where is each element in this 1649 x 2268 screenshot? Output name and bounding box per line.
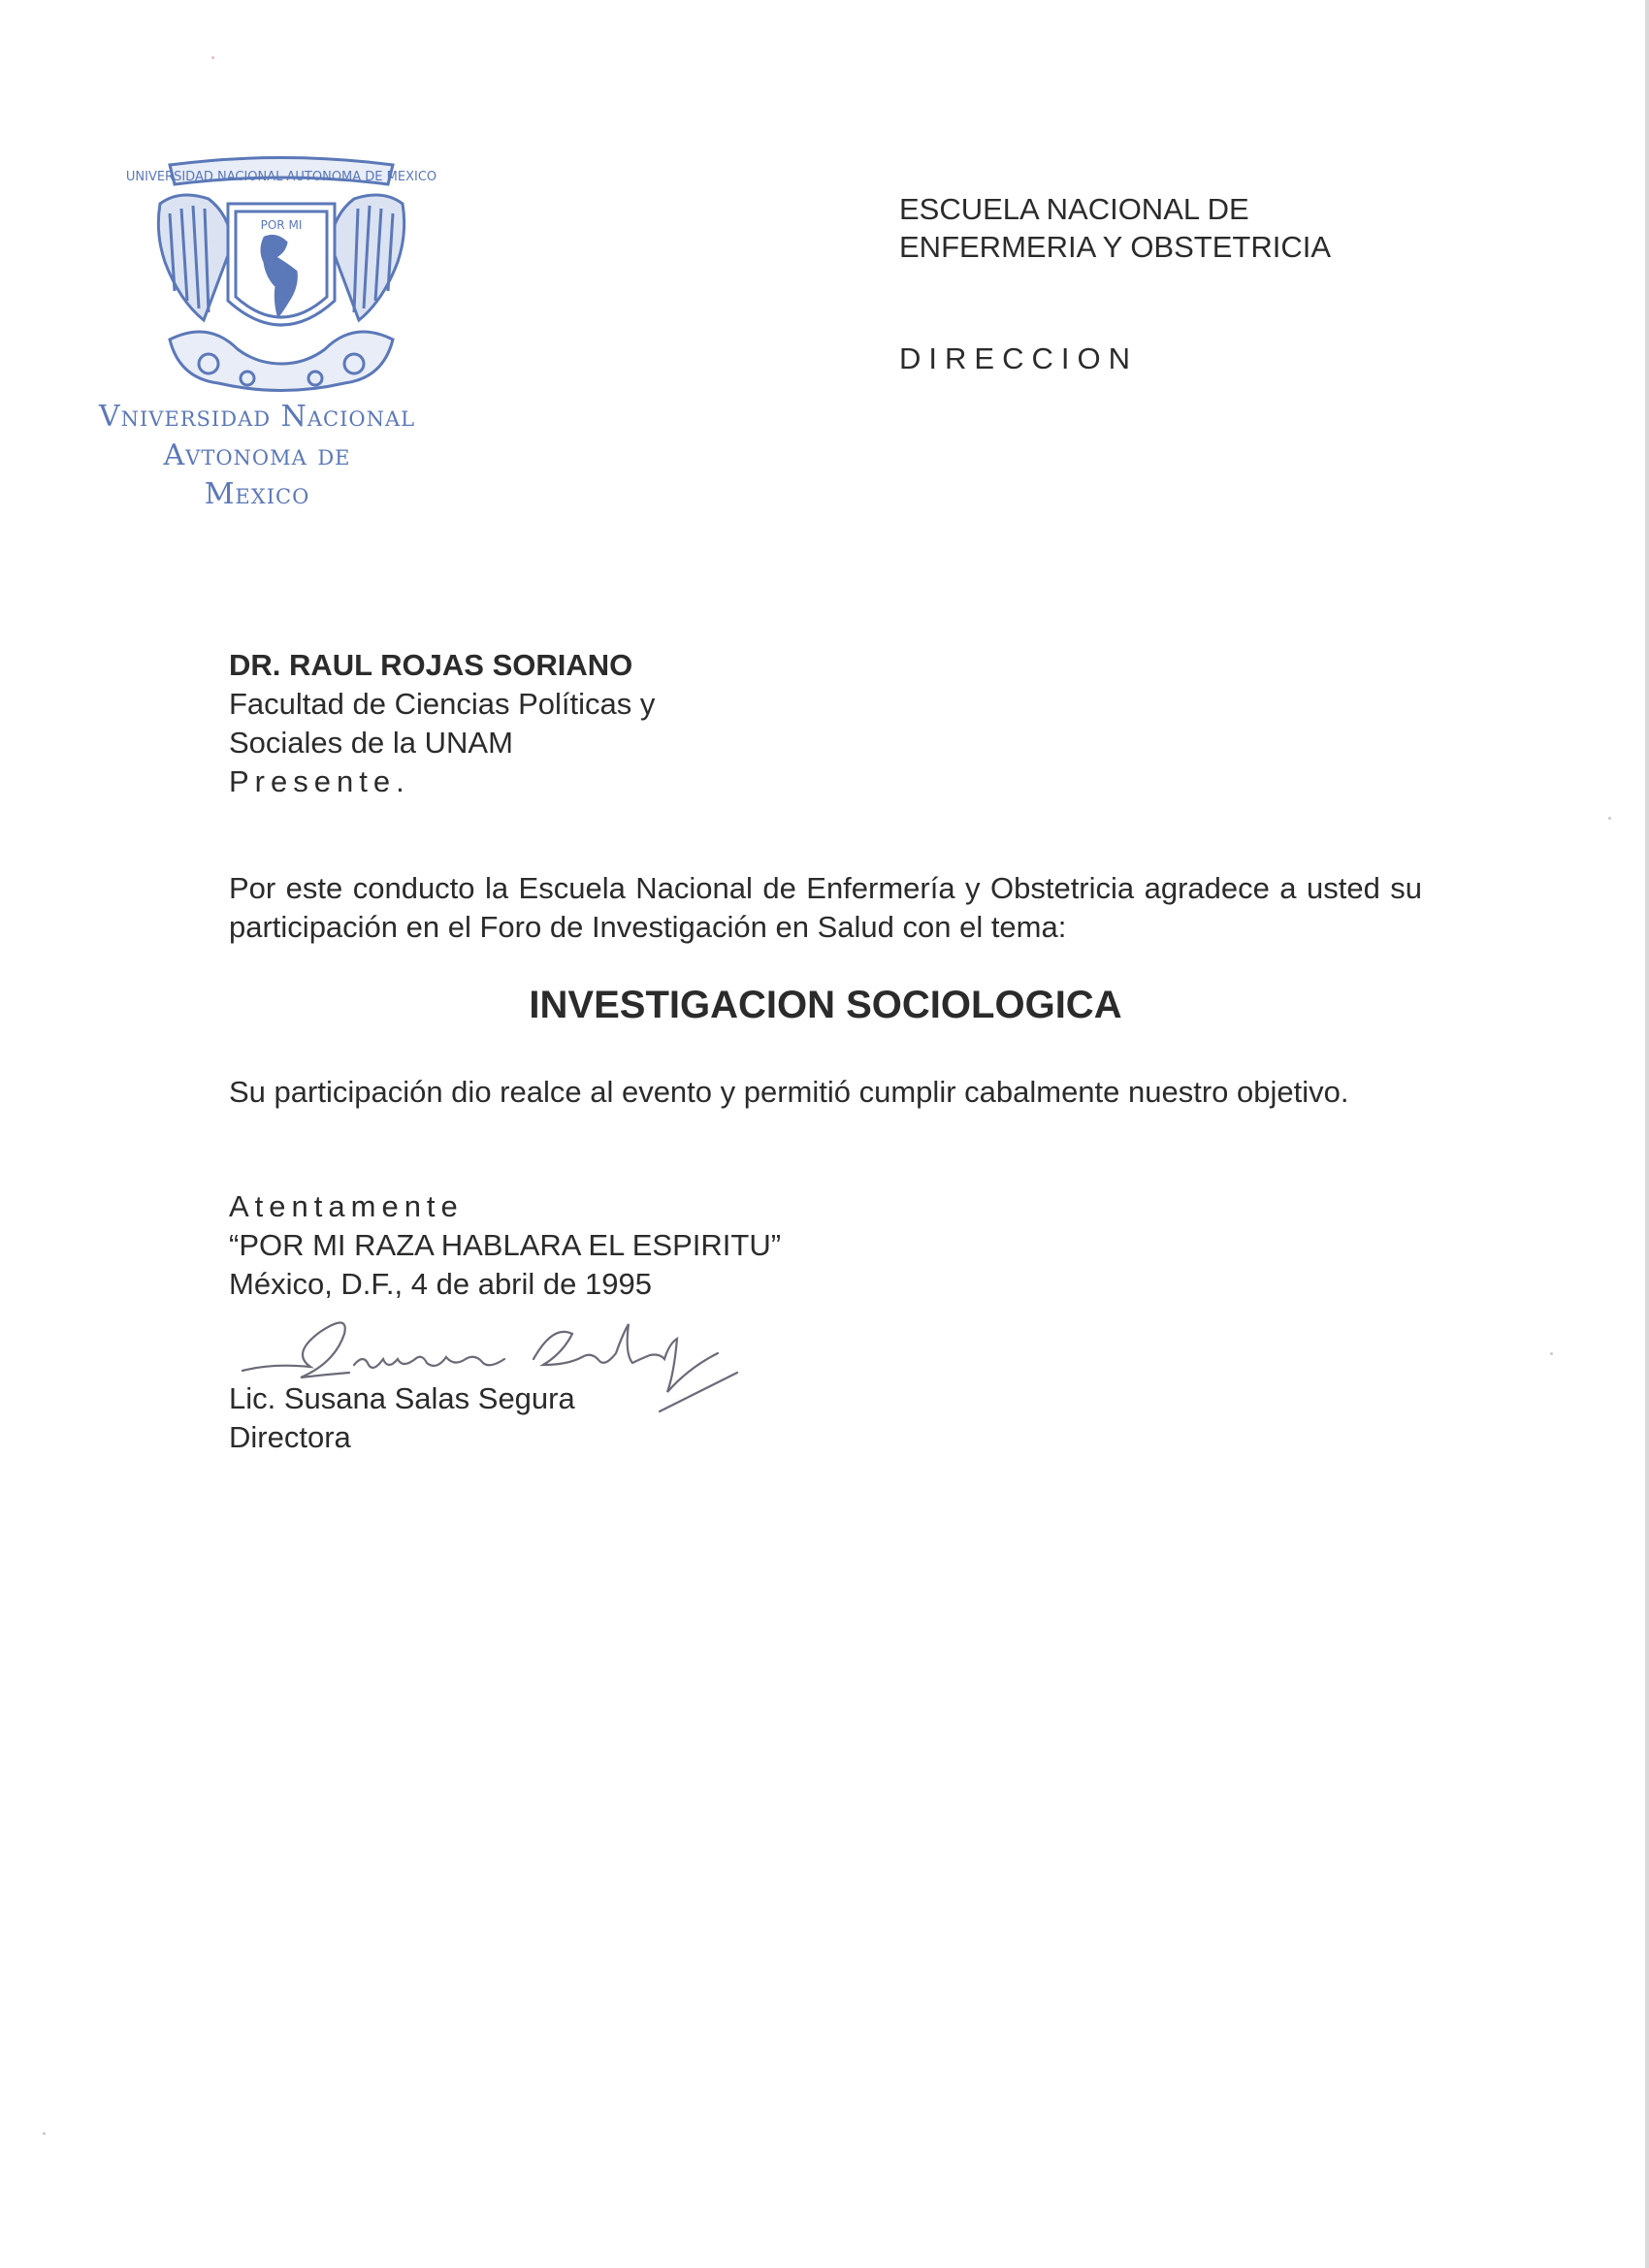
school-line-1: ESCUELA NACIONAL DE (899, 192, 1249, 226)
signer-title: Directora (229, 1420, 351, 1454)
university-line-3: Mexico (204, 477, 310, 511)
school-name (899, 190, 1331, 266)
svg-text:POR MI: POR MI (260, 218, 303, 232)
topic-heading: INVESTIGACION SOCIOLOGICA (529, 984, 1122, 1026)
school-line-2: ENFERMERIA Y OBSTETRICIA (899, 230, 1332, 264)
body-paragraph-1: Por este conducto la Escuela Nacional de Enfermería y Obstetricia agradece a usted su participación en el Foro de Investigación en Salud con el tema: (229, 871, 1422, 944)
university-name (97, 398, 417, 514)
scan-speck (211, 56, 214, 59)
recipient-name: DR. RAUL ROJAS SORIANO (229, 648, 633, 682)
recipient-presente: Presente. (229, 764, 410, 798)
signer-block (229, 1379, 575, 1457)
university-line-1: Vniversidad Nacional (98, 400, 416, 434)
body-paragraph-2: Su participación dio realce al evento y permitió cumplir cabalmente nuestro objetivo. (229, 1075, 1349, 1109)
page-edge (1645, 0, 1649, 2268)
svg-text:UNIVERSIDAD NACIONAL AUTONOMA: UNIVERSIDAD NACIONAL AUTONOMA DE MEXICO (125, 170, 437, 184)
department-heading: DIRECCION (899, 341, 1138, 375)
unam-seal-logo (125, 155, 437, 398)
scan-speck (1608, 817, 1611, 820)
scan-speck (1550, 1352, 1553, 1355)
recipient-affiliation-line-2: Sociales de la UNAM (229, 726, 513, 760)
closing-motto: “POR MI RAZA HABLARA EL ESPIRITU” (229, 1228, 782, 1262)
scan-speck (43, 2132, 46, 2135)
closing-place-date: México, D.F., 4 de abril de 1995 (229, 1267, 652, 1301)
signer-name: Lic. Susana Salas Segura (229, 1381, 575, 1415)
closing-salutation: Atentamente (229, 1189, 464, 1223)
recipient-block (229, 646, 655, 801)
university-line-2: Avtonoma de (163, 438, 351, 472)
recipient-affiliation-line-1: Facultad de Ciencias Políticas y (229, 687, 656, 721)
closing-block (229, 1187, 781, 1304)
